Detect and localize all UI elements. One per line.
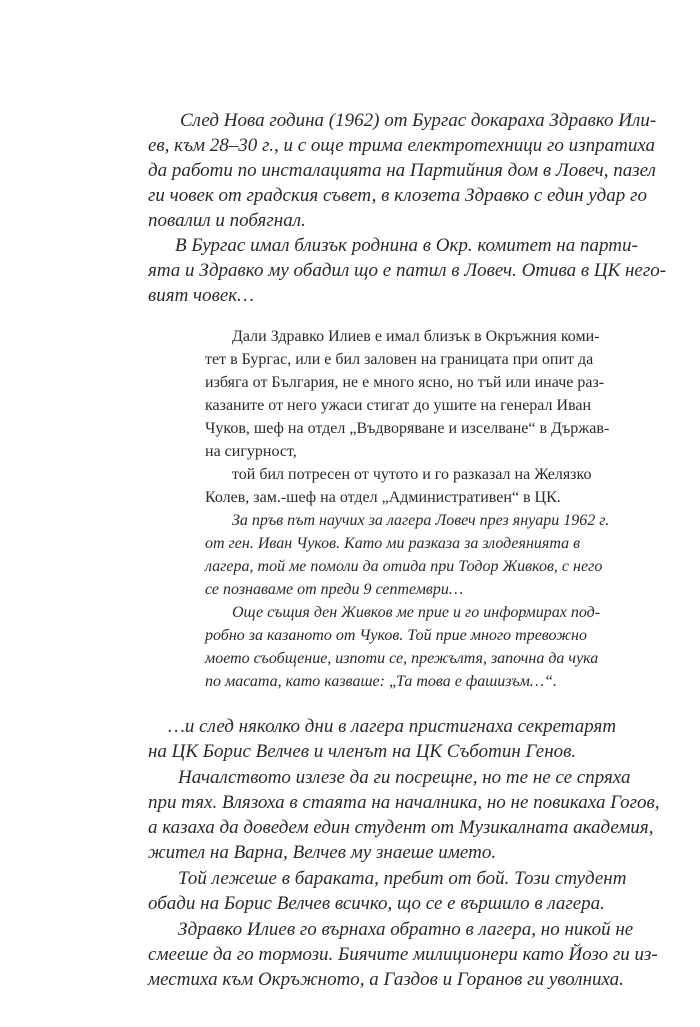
quote-line: робно за казаното от Чуков. Той прие много тревожно	[205, 627, 587, 644]
quote-line: лагера, той ме помоли да отида при Тодор Живков, с него	[205, 558, 603, 575]
text-line: ята и Здравко му обадил що е патил в Ловеч. Отива в ЦК него-	[148, 260, 667, 281]
text-line: Той лежеше в бараката, пребит от бой. Този студент	[178, 868, 627, 889]
text-line: ев, към 28–30 г., и с още трима електротехници го изпратиха	[148, 135, 655, 156]
quote-line: той бил потресен от чутото и го разказал на Желязко	[232, 466, 592, 483]
text-line: Здравко Илиев го върнаха обратно в лагера, но никой не	[178, 919, 634, 940]
text-line: при тях. Влязоха в стаята на началника, но не повикаха Гогов,	[148, 792, 660, 813]
text-line: местиха към Окръжното, а Газдов и Горанов ги уволниха.	[148, 969, 624, 990]
quote-line: казаните от него ужаси стигат до ушите на генерал Иван	[205, 397, 592, 414]
text-line: Началството излезе да ги посрещне, но те не се спряха	[178, 767, 631, 788]
text-line: повалил и побягнал.	[148, 210, 306, 231]
text-line: В Бургас имал близък роднина в Окр. комитет на парти-	[175, 235, 638, 256]
text-line: вият човек…	[148, 285, 255, 306]
text-line: да работи по инсталацията на Партийния дом в Ловеч, пазел	[148, 160, 656, 181]
text-line: ги човек от градския съвет, в клозета Здравко с един удар го	[148, 185, 647, 206]
quote-line: на сигурност,	[205, 443, 297, 460]
text-line: жител на Варна, Велчев му знаеше името.	[148, 842, 497, 863]
quote-line: Още същия ден Живков ме прие и го информирах под-	[232, 604, 601, 621]
quote-line: избяга от България, не е много ясно, но тъй или иначе раз-	[205, 374, 605, 391]
quote-line: За пръв път научих за лагера Ловеч през януари 1962 г.	[232, 512, 610, 529]
text-line: …и след няколко дни в лагера пристигнаха секретарят	[168, 716, 617, 737]
quote-line: Колев, зам.-шеф на отдел „Административен“ в ЦК.	[205, 489, 561, 506]
quote-line: се познаваме от преди 9 септември…	[205, 581, 464, 598]
text-line: а казаха да доведем един студент от Музикалната академия,	[148, 817, 654, 838]
quote-line: Дали Здравко Илиев е имал близък в Окръжния коми-	[232, 328, 600, 345]
quote-line: от ген. Иван Чуков. Като ми разказа за злодеянията в	[205, 535, 581, 552]
quote-line: Чуков, шеф на отдел „Въдворяване и изселване“ в Държав-	[205, 420, 610, 437]
text-line: След Нова година (1962) от Бургас докараха Здравко Или-	[180, 110, 657, 131]
text-line: на ЦК Борис Велчев и членът на ЦК Съботин Генов.	[148, 741, 577, 762]
quote-line: моето съобщение, изпоти се, прежълтя, започна да чука	[205, 650, 599, 667]
text-line: смееше да го тормози. Биячите милиционери като Йозо ги из-	[148, 944, 658, 965]
quote-line: по масата, като казваше: „Та това е фашизъм…“.	[205, 673, 557, 690]
text-line: обади на Борис Велчев всичко, що се е вършило в лагера.	[148, 893, 605, 914]
quote-line: тет в Бургас, или е бил заловен на границата при опит да	[205, 351, 594, 368]
